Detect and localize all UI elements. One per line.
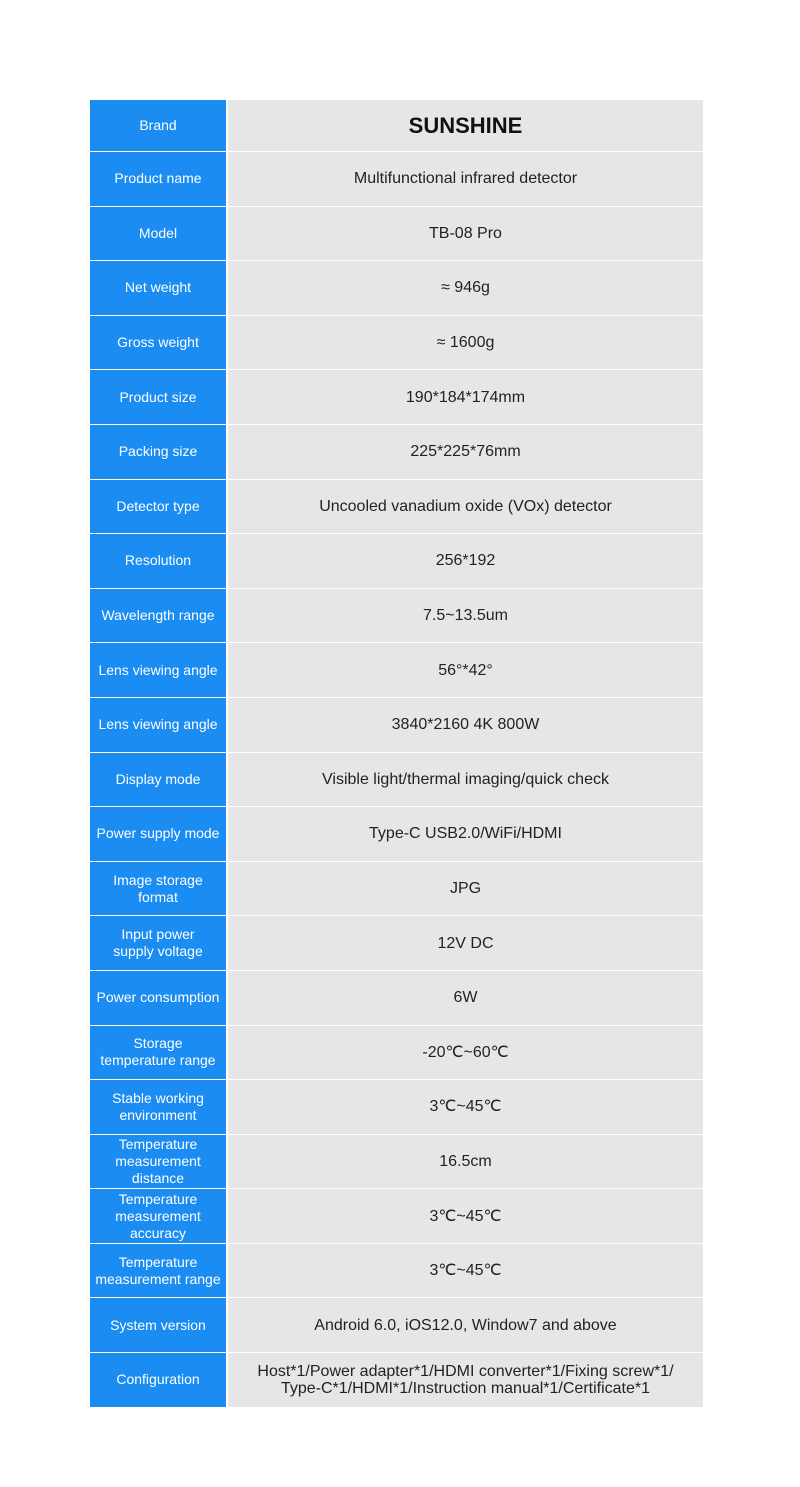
spec-value: -20℃~60℃ (228, 1026, 703, 1080)
spec-label: Product name (90, 152, 228, 206)
spec-row (90, 207, 703, 262)
spec-value: 190*184*174mm (228, 370, 703, 424)
spec-value: JPG (228, 862, 703, 916)
spec-label: Power supply mode (90, 807, 228, 861)
spec-row (90, 698, 703, 753)
spec-value: Uncooled vanadium oxide (VOx) detector (228, 480, 703, 534)
spec-value: Android 6.0, iOS12.0, Window7 and above (228, 1298, 703, 1352)
spec-value: 16.5cm (228, 1135, 703, 1189)
spec-row (90, 971, 703, 1026)
spec-row (90, 589, 703, 644)
spec-row (90, 316, 703, 371)
spec-row (90, 1080, 703, 1135)
spec-label: Temperature measurement accuracy (90, 1189, 228, 1243)
spec-table (90, 100, 703, 1408)
spec-label: Input power supply voltage (90, 916, 228, 970)
spec-label: Power consumption (90, 971, 228, 1025)
spec-value: Visible light/thermal imaging/quick check (228, 753, 703, 807)
spec-row (90, 862, 703, 917)
spec-row (90, 534, 703, 589)
spec-label: Model (90, 207, 228, 261)
spec-row (90, 1298, 703, 1353)
spec-label: Temperature measurement distance (90, 1135, 228, 1189)
spec-value: 225*225*76mm (228, 425, 703, 479)
brand-name: SUNSHINE (228, 100, 703, 151)
spec-label: Detector type (90, 480, 228, 534)
spec-row (90, 261, 703, 316)
spec-row (90, 753, 703, 808)
spec-label: Storage temperature range (90, 1026, 228, 1080)
spec-value: Host*1/Power adapter*1/HDMI converter*1/Fixing screw*1/ Type-C*1/HDMI*1/Instruction manual*1/Certificate*1 (228, 1353, 703, 1407)
spec-value: 6W (228, 971, 703, 1025)
spec-label: Configuration (90, 1353, 228, 1407)
spec-value: TB-08 Pro (228, 207, 703, 261)
spec-value: 3℃~45℃ (228, 1244, 703, 1298)
spec-row (90, 100, 703, 152)
spec-label: Lens viewing angle (90, 698, 228, 752)
spec-row (90, 425, 703, 480)
spec-label: Wavelength range (90, 589, 228, 643)
spec-label: Packing size (90, 425, 228, 479)
spec-value: 7.5~13.5um (228, 589, 703, 643)
spec-value: Type-C USB2.0/WiFi/HDMI (228, 807, 703, 861)
spec-label: System version (90, 1298, 228, 1352)
spec-label: Image storage format (90, 862, 228, 916)
spec-value: 3840*2160 4K 800W (228, 698, 703, 752)
spec-value: 256*192 (228, 534, 703, 588)
spec-value: ≈ 946g (228, 261, 703, 315)
spec-row (90, 1189, 703, 1244)
spec-label: Net weight (90, 261, 228, 315)
spec-label: Temperature measurement range (90, 1244, 228, 1298)
spec-label: Brand (90, 100, 228, 151)
spec-row (90, 1026, 703, 1081)
spec-label: Resolution (90, 534, 228, 588)
spec-label: Product size (90, 370, 228, 424)
spec-row (90, 643, 703, 698)
spec-value: ≈ 1600g (228, 316, 703, 370)
spec-row (90, 480, 703, 535)
spec-label: Display mode (90, 753, 228, 807)
spec-label: Lens viewing angle (90, 643, 228, 697)
spec-row (90, 152, 703, 207)
spec-row (90, 1244, 703, 1299)
spec-row (90, 1353, 703, 1408)
spec-row (90, 916, 703, 971)
spec-row (90, 370, 703, 425)
spec-label: Gross weight (90, 316, 228, 370)
spec-value: 3℃~45℃ (228, 1189, 703, 1243)
spec-value: Multifunctional infrared detector (228, 152, 703, 206)
spec-value: 12V DC (228, 916, 703, 970)
spec-value: 3℃~45℃ (228, 1080, 703, 1134)
spec-row (90, 1135, 703, 1190)
spec-value: 56°*42° (228, 643, 703, 697)
spec-label: Stable working environment (90, 1080, 228, 1134)
spec-row (90, 807, 703, 862)
